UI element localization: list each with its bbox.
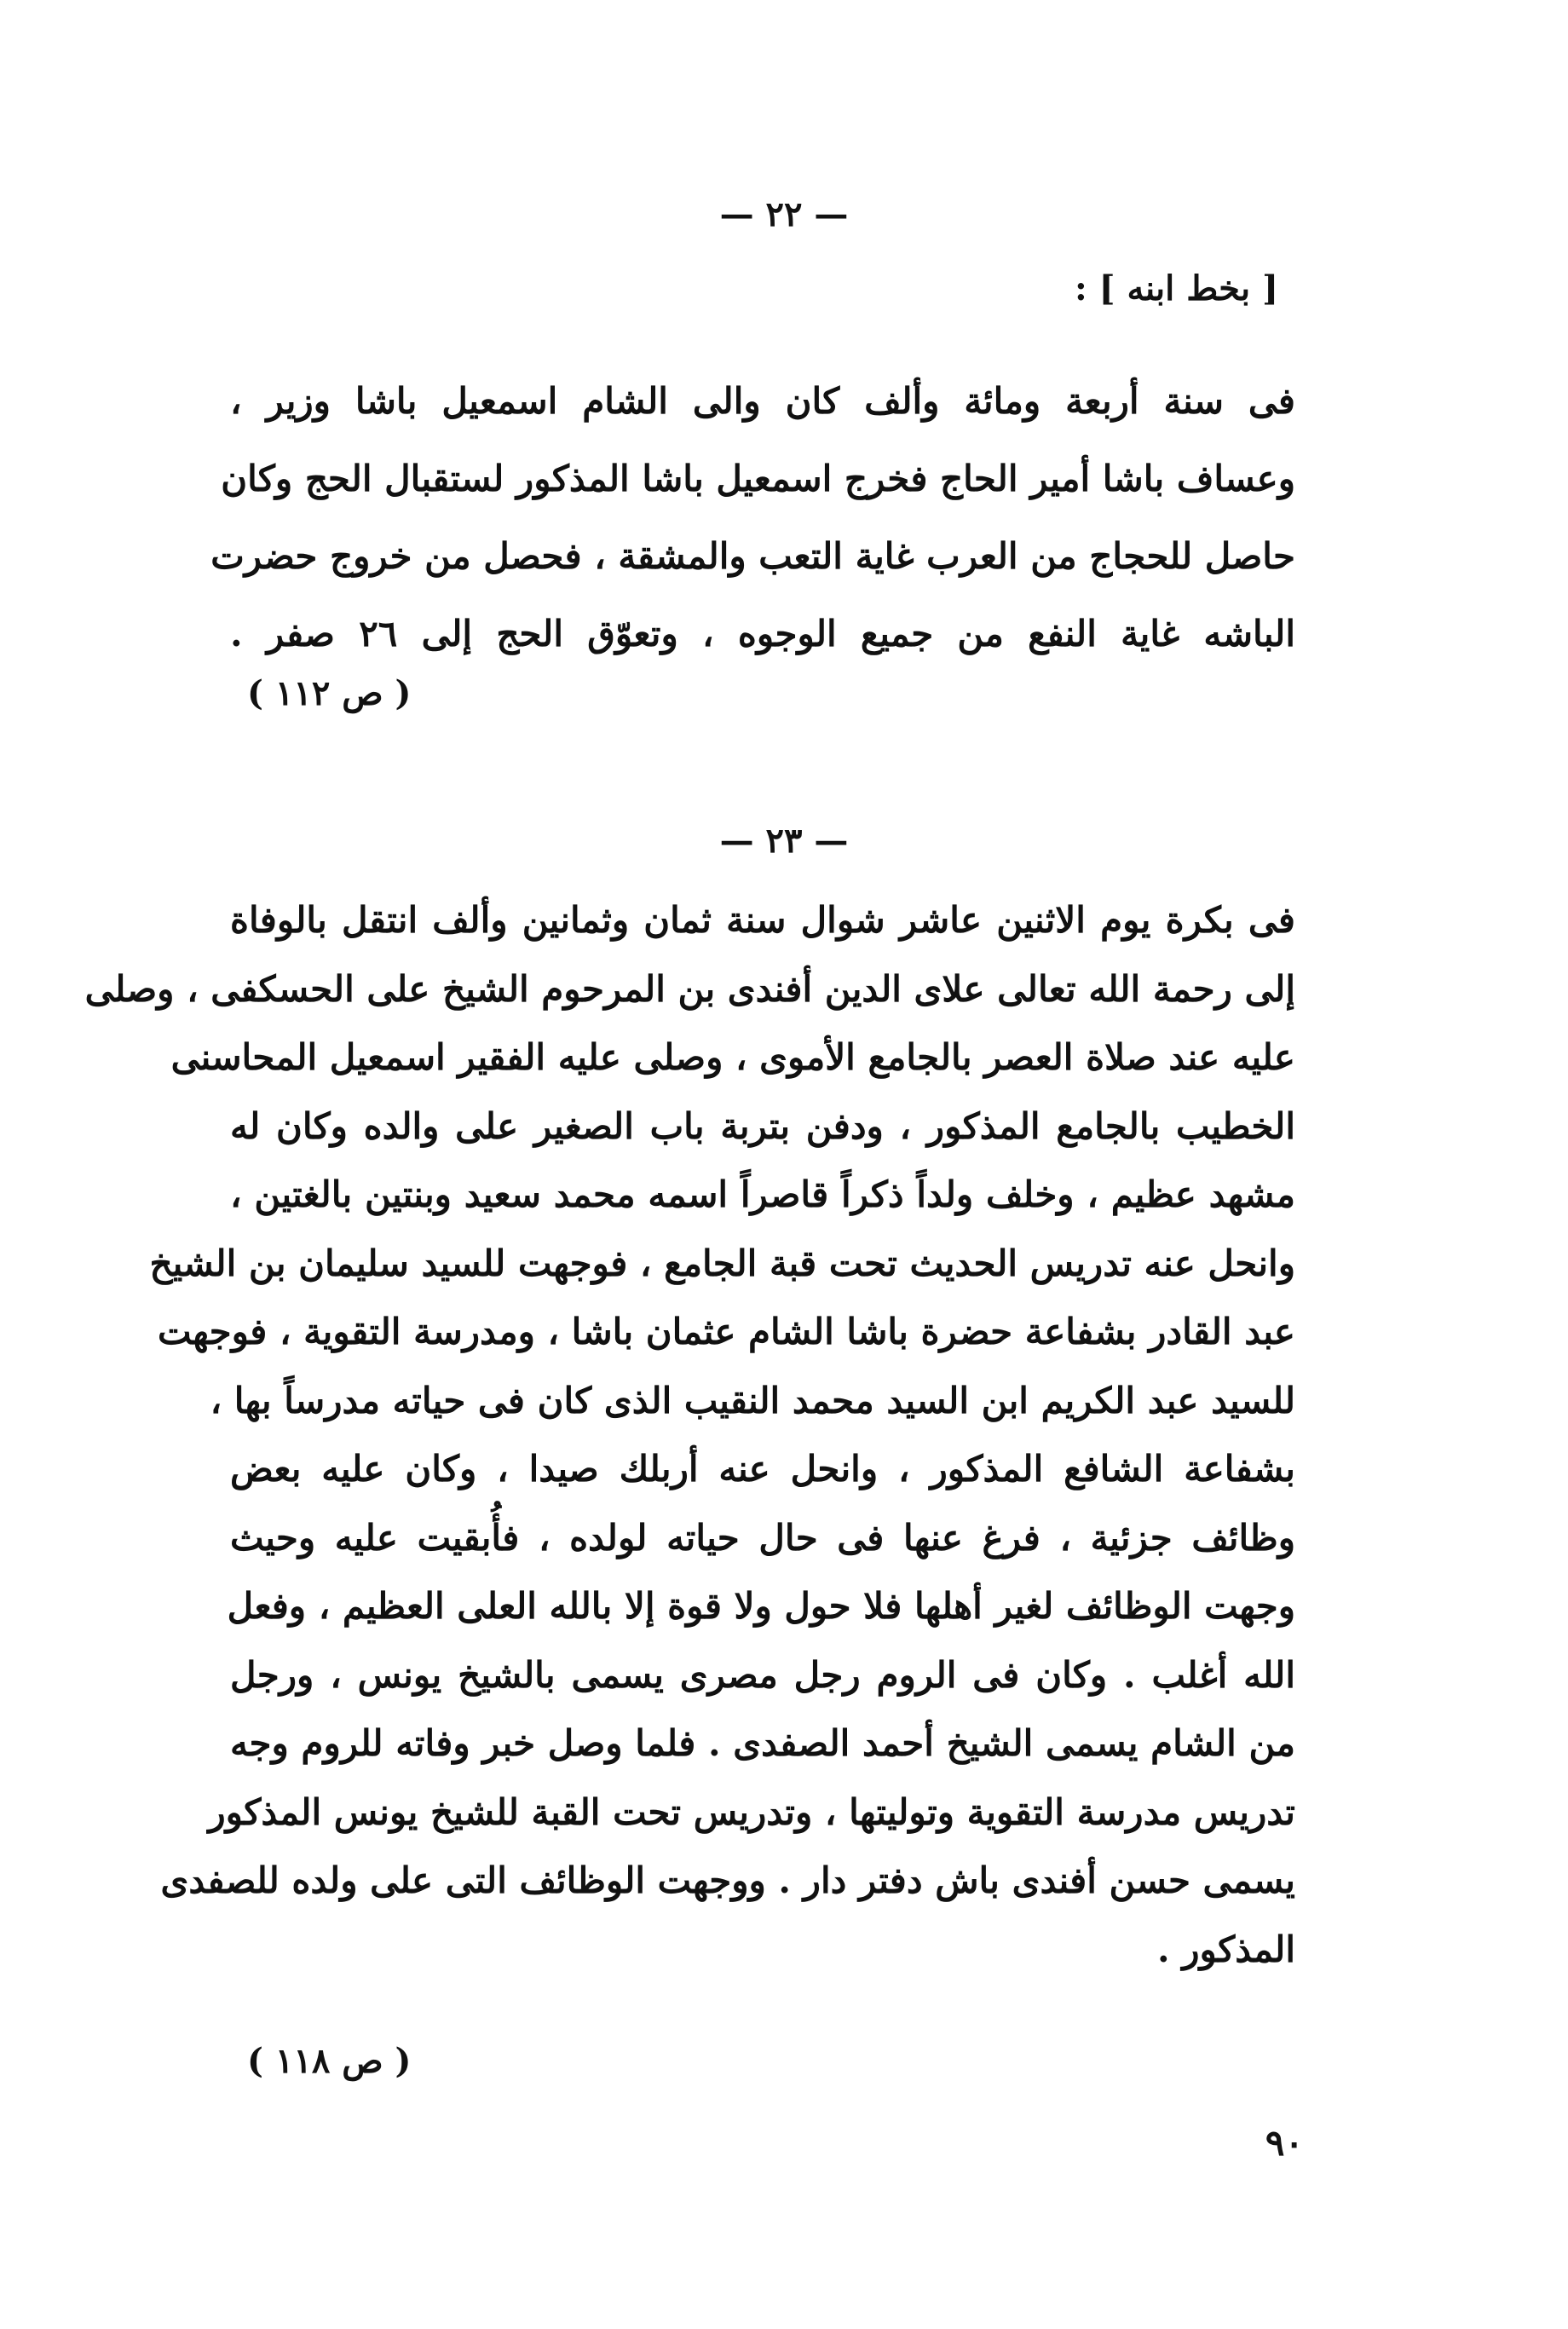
text-line: حاصل للحجاج من العرب غاية التعب والمشقة ، فحصل من خروج حضرت — [210, 535, 1295, 577]
section-22-page-reference: ( ص ١١٢ ) — [247, 673, 412, 713]
text-line: مشهد عظيم ، وخلف ولداً ذكراً قاصراً اسمه محمد سعيد وبنتين بالغتين ، — [230, 1173, 1295, 1215]
text-line: الخطيب بالجامع المذكور ، ودفن بتربة باب الصغير على والده وكان له — [230, 1104, 1295, 1147]
text-line: وعساف باشا أمير الحاج فخرج اسمعيل باشا المذكور لستقبال الحج وكان — [221, 458, 1295, 499]
section-23-page-reference: ( ص ١١٨ ) — [247, 2041, 412, 2081]
text-line: المذكور . — [1156, 1928, 1295, 1970]
section-22-body — [210, 362, 1295, 672]
text-line: تدريس مدرسة التقوية وتوليتها ، وتدريس تحت القبة للشيخ يونس المذكور — [208, 1790, 1295, 1833]
handwriting-note: [ بخط ابنه ] : — [1074, 268, 1278, 308]
text-line: وظائف جزئية ، فرغ عنها فى حال حياته لولده ، فأُبقيت عليه وحيث — [230, 1516, 1295, 1559]
text-line: عليه عند صلاة العصر بالجامع الأموى ، وصلى عليه الفقير اسمعيل المحاسنى — [170, 1036, 1295, 1078]
text-line: الله أغلب . وكان فى الروم رجل مصرى يسمى بالشيخ يونس ، ورجل — [230, 1653, 1295, 1696]
text-line: وانحل عنه تدريس الحديث تحت قبة الجامع ، فوجهت للسيد سليمان بن الشيخ — [149, 1242, 1295, 1284]
text-line: من الشام يسمى الشيخ أحمد الصفدى . فلما وصل خبر وفاته للروم وجه — [230, 1722, 1295, 1764]
text-line: عبد القادر بشفاعة حضرة باشا الشام عثمان باشا ، ومدرسة التقوية ، فوجهت — [158, 1311, 1295, 1352]
text-line: يسمى حسن أفندى باش دفتر دار . ووجهت الوظائف التى على ولده للصفدى — [160, 1859, 1295, 1901]
text-line: فى بكرة يوم الاثنين عاشر شوال سنة ثمان وثمانين وألف انتقل بالوفاة — [230, 899, 1295, 941]
section-number-22: — ٢٢ — — [719, 194, 849, 234]
text-line: بشفاعة الشافع المذكور ، وانحل عنه أربلك صيدا ، وكان عليه بعض — [230, 1448, 1295, 1490]
text-line: إلى رحمة الله تعالى علاى الدين أفندى بن المرحوم الشيخ على الحسكفى ، وصلى — [84, 967, 1295, 1010]
page-number: ٩٠ — [1265, 2122, 1304, 2164]
section-number-23: — ٢٣ — — [719, 821, 849, 861]
text-line: وجهت الوظائف لغير أهلها فلا حول ولا قوة إلا بالله العلى العظيم ، وفعل — [227, 1585, 1295, 1627]
text-line: للسيد عبد الكريم ابن السيد محمد النقيب الذى كان فى حياته مدرساً بها ، — [210, 1379, 1295, 1421]
text-line: فى سنة أربعة ومائة وألف كان والى الشام اسمعيل باشا وزير ، — [230, 380, 1295, 422]
text-line: الباشه غاية النفع من جميع الوجوه ، وتعوّق الحج إلى ٢٦ صفر . — [230, 613, 1295, 654]
section-23-body — [84, 886, 1295, 1984]
